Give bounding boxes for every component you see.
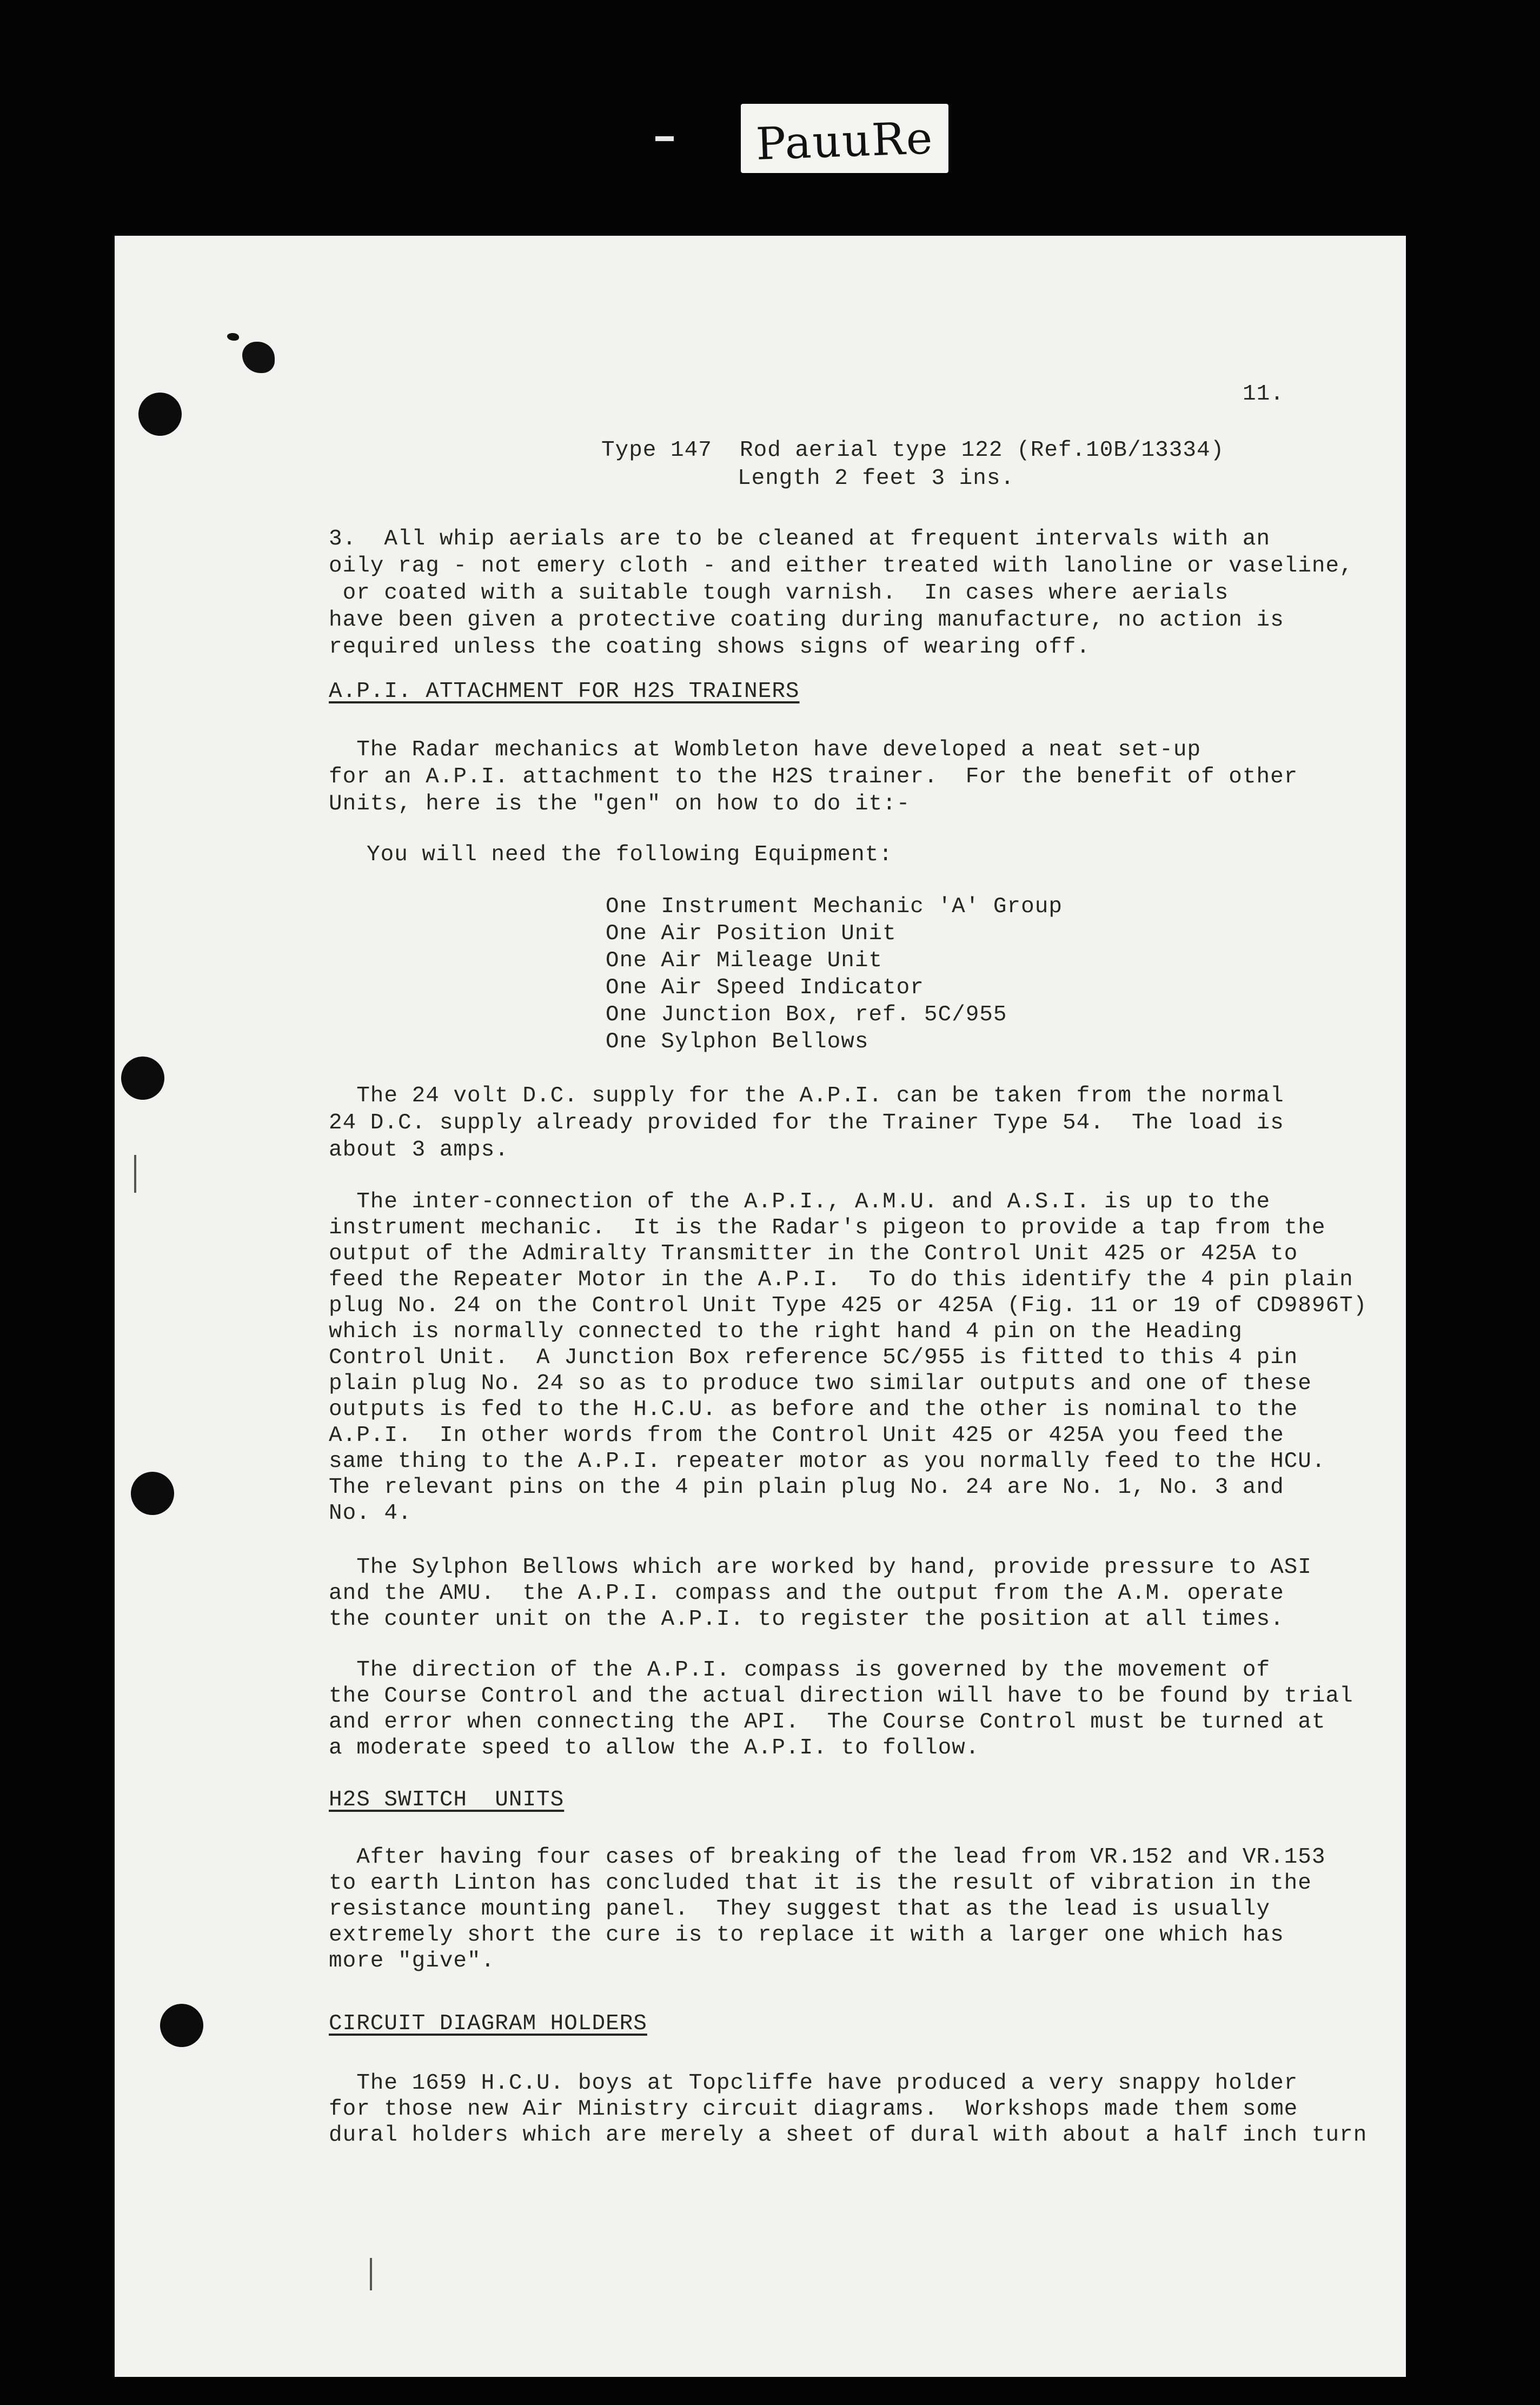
page-number: 11. [1243,382,1284,407]
file-tag-text: PauuRe [755,112,934,170]
file-tag [741,104,948,173]
punch-hole-lower [131,1472,174,1515]
list-item: One Sylphon Bellows [606,1029,869,1054]
heading-api-attachment: A.P.I. ATTACHMENT FOR H2S TRAINERS [329,679,800,704]
margin-tick-bottom [370,2258,372,2290]
equipment-intro: You will need the following Equipment: [367,842,893,867]
heading-h2s-switch-units: H2S SWITCH UNITS [329,1788,565,1812]
margin-tick [134,1155,136,1193]
header-line-1: Type 147 Rod aerial type 122 (Ref.10B/13334) [601,438,1225,463]
document-page: 11. Type 147 Rod aerial type 122 (Ref.10B/13334) Length 2 feet 3 ins. 3. All whip aerials are to be cleaned at frequent intervals with an oily rag - not emery cloth - and either treated with lanoline or vaseline, or coated with a suitable tough varnish. In cases where aerials have been given a protective coating during manufacture, no action is required unless the coating shows signs of wearing off. A.P.I. ATTACHMENT FOR H2S TRAINERS The Radar mechanics at Wombleton have developed a neat set-up for an A.P.I. attachment to the H2S trainer. For the benefit of other Units, here is the "gen" on how to do it:- You will need the following Equipment: One Instrument Mechanic 'A' Group One Air Position Unit One Air Mileage Unit One Air Speed Indicator One Junction Box, ref. 5C/955 One Sylphon Bellows The 24 volt D.C. supply for the A.P.I. can be taken from the normal 24 D.C. supply already provided for the Trainer Type 54. The load is about 3 amps. The inter-connection of the A.P.I., A.M.U. and A.S.I. is up to the instrument mechanic. It is the Radar's pigeon to provide a tap from the output of the Admiralty Transmitter in the Control Unit 425 or 425A to feed the Repeater Motor in the A.P.I. To do this identify the 4 pin plain plug No. 24 on the Control Unit Type 425 or 425A (Fig. 11 or 19 of CD9896T) which is normally connected to the right hand 4 pin on the Heading Control Unit. A Junction Box reference 5C/955 is fitted to this 4 pin plain plug No. 24 so as to produce two similar outputs and one of these outputs is fed to the H.C.U. as before and the other is nominal to the A.P.I. In other words from the Control Unit 425 or 425A you feed the same thing to the A.P.I. repeater motor as you normally feed to the HCU. The relevant pins on the 4 pin plain plug No. 24 are No. 1, No. 3 and No. 4. The Sylphon Bellows which are worked by hand, provide pressure to ASI and the AMU. the A.P.I. compass and the output from the A.M. operate the counter unit on the A.P.I. to register the position at all times. The direction of the A.P.I. compass is governed by the movement of the Course Control and the actual direction will have to be found by trial and error when connecting the API. The Course Control must be turned at a moderate speed to allow the A.P.I. to follow. H2S SWITCH UNITS After having four cases of breaking of the lead from VR.152 and VR.153 to earth Linton has concluded that it is the result of vibration in the resistance mounting panel. They suggest that as the lead is usually extremely short the cure is to replace it with a larger one which has more "give". CIRCUIT DIAGRAM HOLDERS The 1659 H.C.U. boys at Topcliffe have produced a very snappy holder for those new Air Ministry circuit diagrams. Workshops made them some dural holders which are merely a sheet of dural with about a half inch turn [115,236,1406,2377]
list-item: One Air Position Unit [606,921,897,946]
header-line-2: Length 2 feet 3 ins. [738,466,1015,491]
dash-mark [655,136,674,141]
list-item: One Air Speed Indicator [606,975,924,1000]
list-item: One Junction Box, ref. 5C/955 [606,1002,1007,1027]
punch-hole-mid [121,1057,164,1100]
list-item: One Air Mileage Unit [606,948,883,973]
ink-speck [227,333,239,341]
list-item: One Instrument Mechanic 'A' Group [606,894,1063,919]
heading-circuit-diagram-holders: CIRCUIT DIAGRAM HOLDERS [329,2011,647,2036]
punch-hole-bottom [160,2004,203,2047]
ink-blot [242,342,275,373]
punch-hole-top [138,393,182,436]
